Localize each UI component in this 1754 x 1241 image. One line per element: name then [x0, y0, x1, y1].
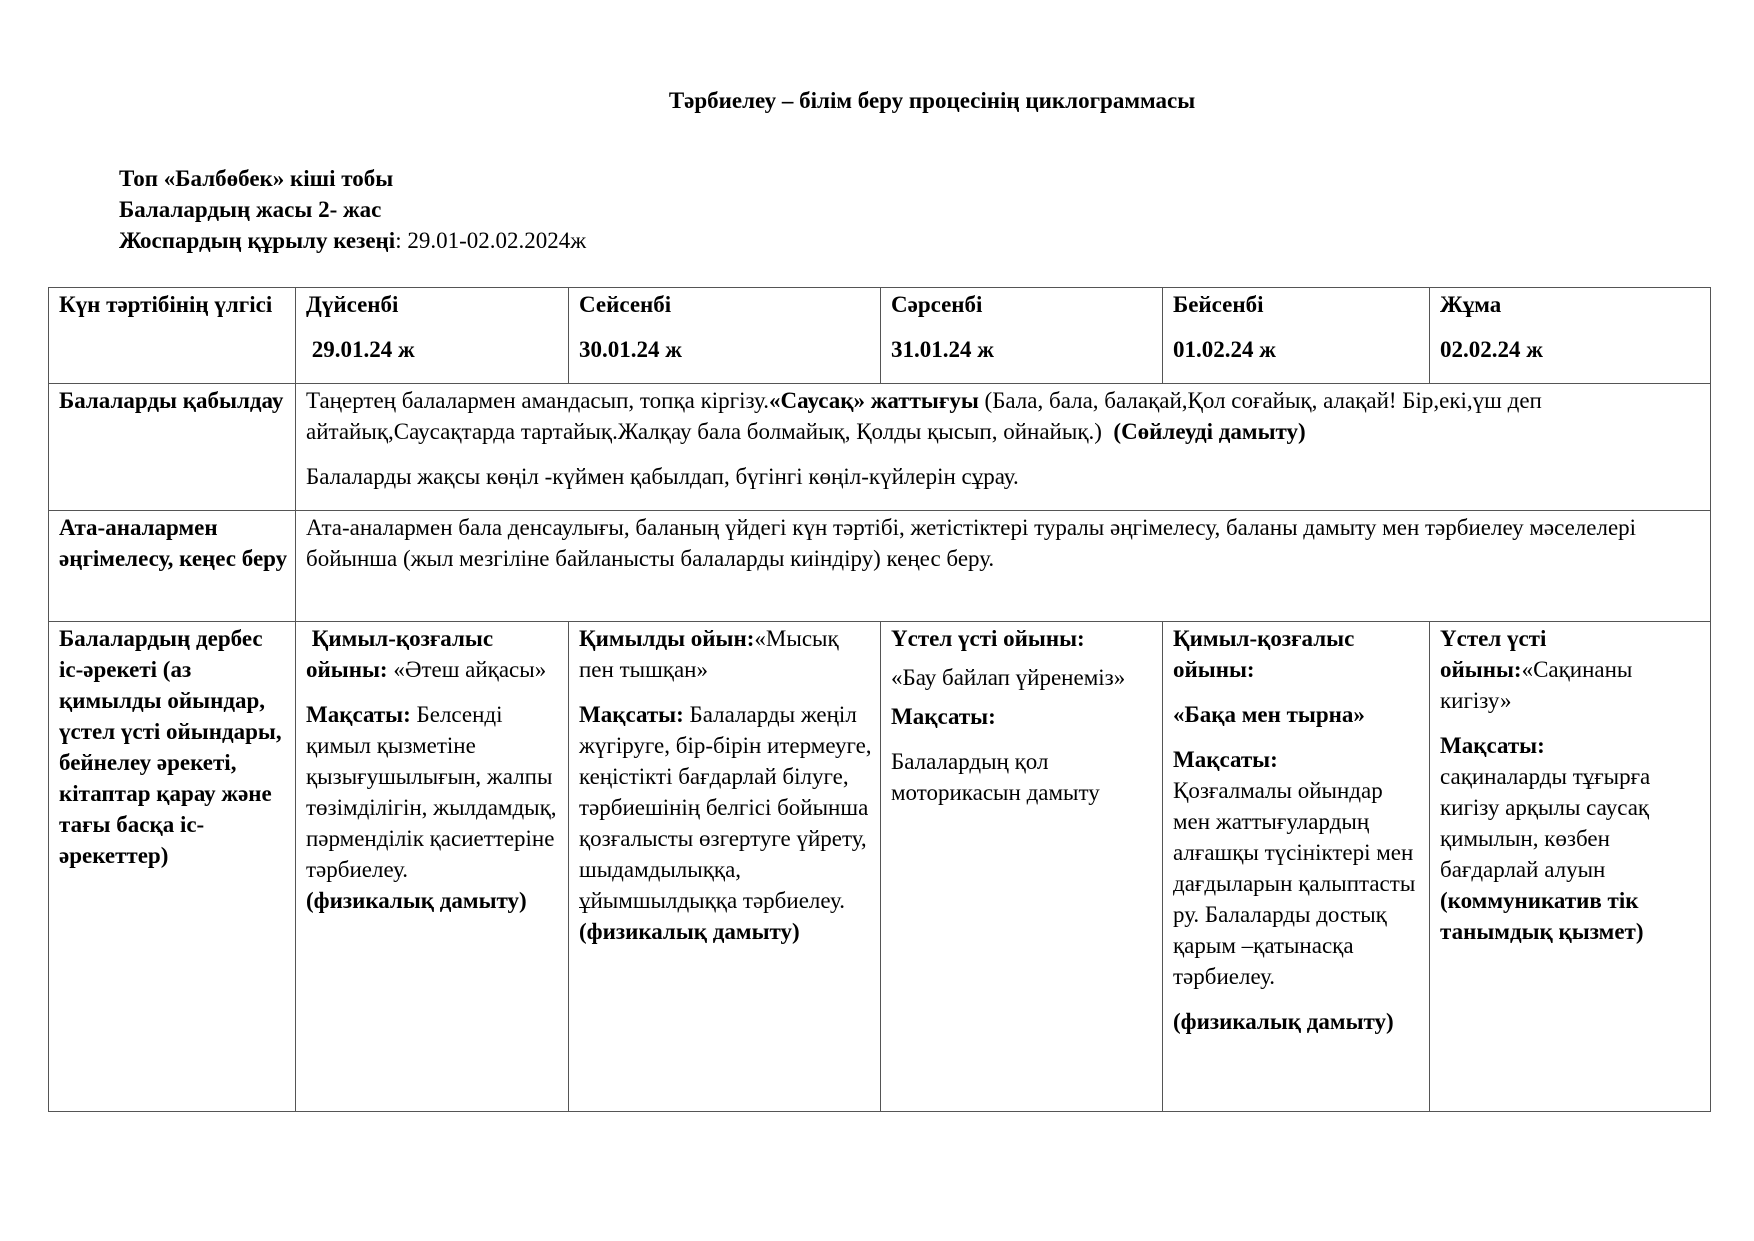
activity-wednesday: [881, 622, 1163, 1112]
game-name: «Әтеш айқасы»: [387, 657, 547, 682]
goal-text: Қозғалмалы ойындар мен жаттығулардың алғашқы түсініктері мен дағдыларын қалыптасты ру. Балаларды достық қарым –қатынасқа тәрбиелеу.: [1173, 778, 1416, 989]
header-day-thursday: [1163, 288, 1430, 384]
game-type: Үстел үсті ойыны:: [1440, 626, 1547, 682]
goal-text: сақиналарды тұғырға кигізу арқылы саусақ қимылын, көзбен бағдарлай алуын: [1440, 764, 1651, 882]
row-parents: [49, 511, 1711, 622]
reception-exercise-text: (Бала, бала, балақай,Қол соғайық, алақай! Бір,екі,үш деп айтайық,Саусақтарда тартайық.Жалқау бала болмайық, Қолды қысып, ойнайық.): [306, 388, 1548, 444]
group-name: Топ «Балбөбек» кіші тобы: [119, 166, 394, 191]
game-name: «Бау байлап үйренеміз»: [891, 665, 1126, 690]
game-name: «Мысық пен тышқан»: [579, 626, 839, 682]
day-date: 30.01.24 ж: [579, 337, 682, 362]
day-name: Дүйсенбі: [306, 292, 399, 317]
header-day-friday: [1430, 288, 1711, 384]
development-area: (физикалық дамыту): [1173, 1009, 1394, 1034]
page-title: Тәрбиелеу – білім беру процесінің циклограммасы: [668, 88, 1196, 113]
goal-label: Мақсаты:: [306, 702, 411, 727]
game-type: Үстел үсті ойыны:: [891, 626, 1085, 651]
table-header-row: [49, 288, 1711, 384]
goal-text: Белсенді қимыл қызметіне қызығушылығын, жалпы төзімділігін, жылдамдық, пәрменділік қасиеттеріне тәрбиелеу.: [306, 702, 557, 882]
activity-thursday: [1163, 622, 1430, 1112]
day-name: Жұма: [1440, 292, 1502, 317]
day-name: Сәрсенбі: [891, 292, 983, 317]
reception-area: (Сөйлеуді дамыту): [1113, 419, 1306, 444]
day-date: 29.01.24 ж: [306, 337, 415, 362]
game-type: Қимыл-қозғалыс ойыны:: [306, 626, 499, 682]
row-label: Балаларды қабылдау: [49, 384, 296, 511]
row-label: Ата-аналармен әңгімелесу, кеңес беру: [49, 511, 296, 622]
children-age: Балалардың жасы 2- жас: [119, 197, 382, 222]
row-reception: [49, 384, 1711, 511]
reception-exercise-name: «Саусақ» жаттығуы: [769, 388, 979, 413]
day-name: Бейсенбі: [1173, 292, 1264, 317]
reception-content: [296, 384, 1711, 511]
activity-friday: [1430, 622, 1711, 1112]
day-name: Сейсенбі: [579, 292, 672, 317]
day-date: 31.01.24 ж: [891, 337, 994, 362]
development-area: (коммуникатив тік танымдық қызмет): [1440, 888, 1644, 944]
row-label: Балалардың дербес іс-әрекеті (аз қимылды ойындар, үстел үсті ойындары, бейнелеу әрекеті, кітаптар қарау және тағы басқа іс-әрекеттер): [49, 622, 296, 1112]
plan-period-label: Жоспардың құрылу кезеңі: [119, 228, 396, 253]
row-activity: [49, 622, 1711, 1112]
goal-label: Мақсаты:: [1440, 733, 1545, 758]
goal-label: Мақсаты:: [891, 704, 996, 729]
plan-period: [119, 225, 586, 256]
plan-period-value: : 29.01-02.02.2024ж: [395, 228, 587, 253]
game-name: «Сақинаны кигізу»: [1440, 657, 1633, 713]
goal-label: Мақсаты:: [1173, 747, 1278, 772]
goal-text: Балалардың қол моторикасын дамыту: [891, 749, 1100, 805]
header-schedule-model: Күн тәртібінің үлгісі: [49, 288, 296, 384]
plan-meta: [119, 163, 586, 256]
goal-text: Балаларды жеңіл жүгіруге, бір-бірін итермеуге, кеңістікті бағдарлай білуге, тәрбиешінің белгісі бойынша қозғалысты өзгертуге үйрету, шыдамдылыққа, ұйымшылдыққа тәрбиелеу.: [579, 702, 878, 913]
development-area: (физикалық дамыту): [306, 888, 527, 913]
day-date: 01.02.24 ж: [1173, 337, 1276, 362]
cyclogram-table: [48, 287, 1711, 1112]
game-type: Қимылды ойын:: [579, 626, 755, 651]
reception-greeting: Балаларды жақсы көңіл -күймен қабылдап, бүгінгі көңіл-күйлерін сұрау.: [306, 464, 1019, 489]
header-day-monday: [296, 288, 569, 384]
game-type: Қимыл-қозғалыс ойыны:: [1173, 626, 1355, 682]
header-day-wednesday: [881, 288, 1163, 384]
parents-content: Ата-аналармен бала денсаулығы, баланың үйдегі күн тәртібі, жетістіктері туралы әңгімелесу, баланы дамыту мен тәрбиелеу мәселелері бойынша (жыл мезгіліне байланысты балаларды киіндіру) кеңес беру.: [296, 511, 1711, 622]
development-area: (физикалық дамыту): [579, 919, 800, 944]
game-name: «Бақа мен тырна»: [1173, 702, 1365, 727]
header-day-tuesday: [569, 288, 881, 384]
activity-tuesday: [569, 622, 881, 1112]
activity-monday: [296, 622, 569, 1112]
day-date: 02.02.24 ж: [1440, 337, 1543, 362]
goal-label: Мақсаты:: [579, 702, 684, 727]
reception-text: Таңертең балалармен амандасып, топқа кіргізу.: [306, 388, 770, 413]
